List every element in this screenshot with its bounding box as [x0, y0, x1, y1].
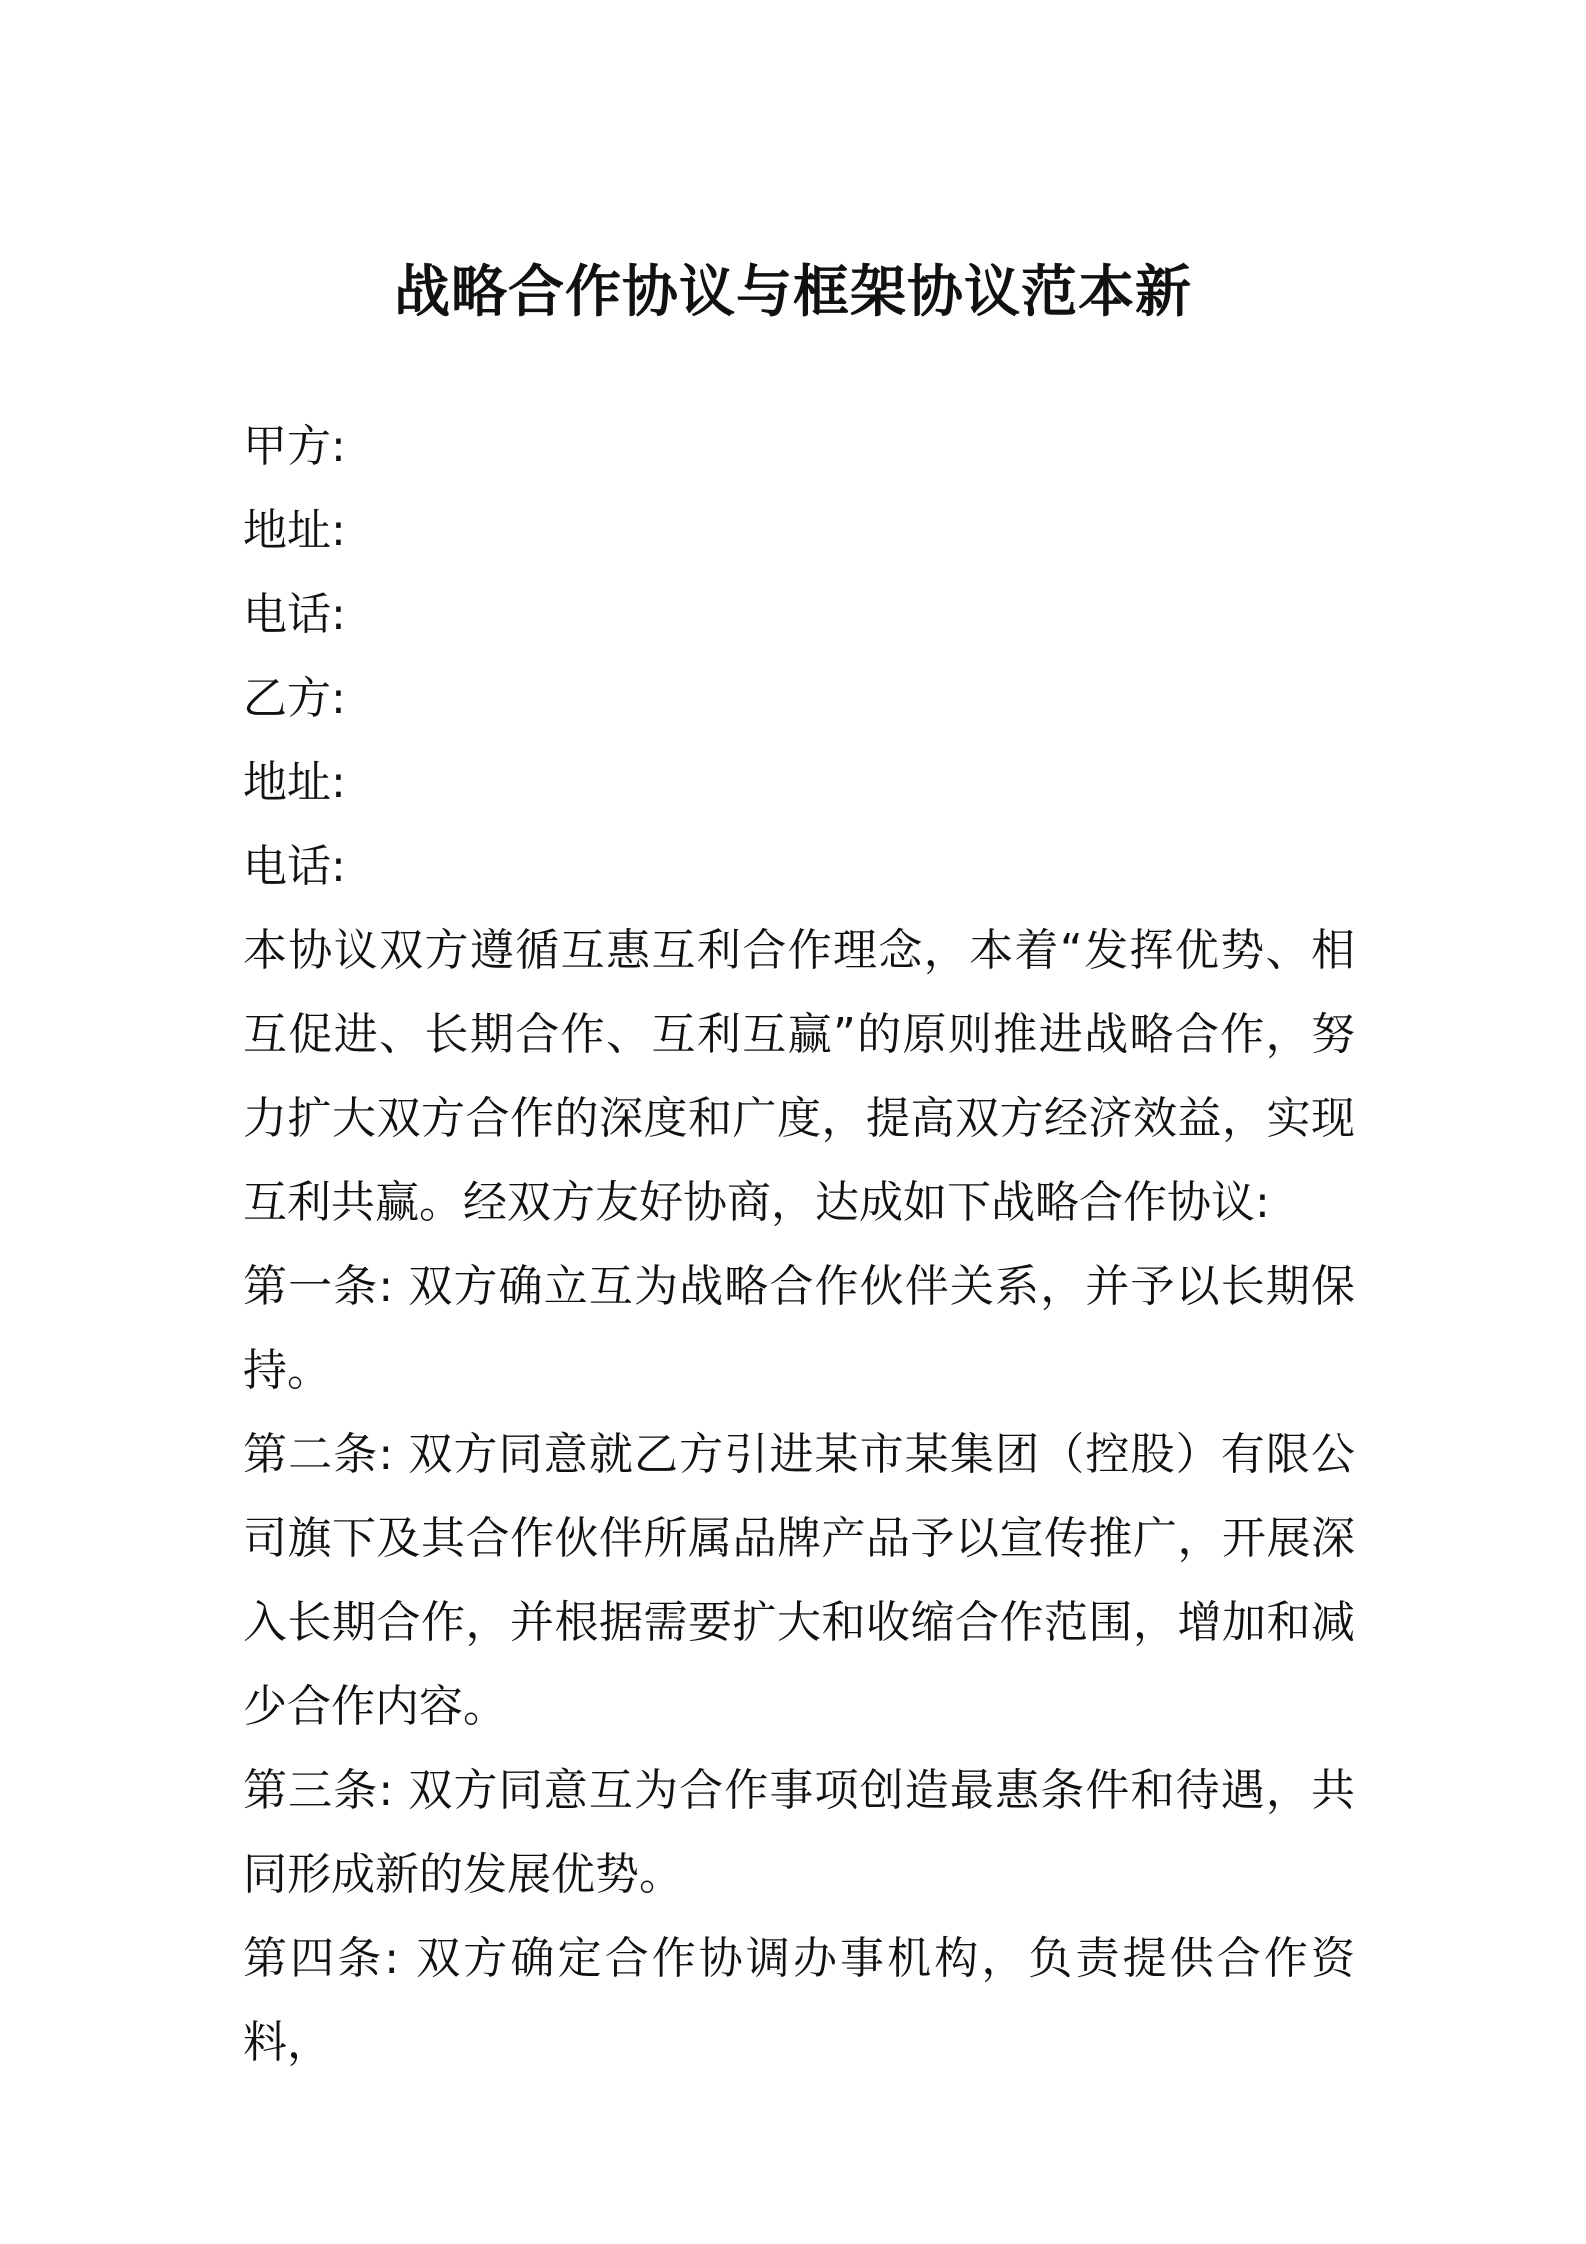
- article-1-paragraph: 第一条: 双方确立互为战略合作伙伴关系，并予以长期保持。: [243, 1261, 1355, 1396]
- party-a-field: 甲方:: [243, 421, 346, 472]
- party-b-field: 乙方:: [243, 673, 346, 724]
- document-title: 战略合作协议与框架协议范本新: [394, 260, 1192, 325]
- party-a-phone-field: 电话:: [243, 589, 346, 640]
- party-b-address-field: 地址:: [243, 757, 346, 808]
- article-3-paragraph: 第三条: 双方同意互为合作事项创造最惠条件和待遇，共同形成新的发展优势。: [243, 1765, 1355, 1900]
- party-a-address-field: 地址:: [243, 505, 346, 556]
- party-b-phone-field: 电话:: [243, 841, 346, 892]
- preamble-paragraph: 本协议双方遵循互惠互利合作理念，本着“发挥优势、相互促进、长期合作、互利互赢”的原则推进战略合作，努力扩大双方合作的深度和广度，提高双方经济效益，实现互利共赢。经双方友好协商，达成如下战略合作协议:: [243, 925, 1355, 1228]
- article-2-paragraph: 第二条: 双方同意就乙方引进某市某集团（控股）有限公司旗下及其合作伙伴所属品牌产品予以宣传推广，开展深入长期合作，并根据需要扩大和收缩合作范围，增加和减少合作内容。: [243, 1429, 1355, 1732]
- document-body: [243, 405, 1355, 2085]
- article-4-paragraph: 第四条: 双方确定合作协调办事机构，负责提供合作资料，: [243, 1933, 1355, 2068]
